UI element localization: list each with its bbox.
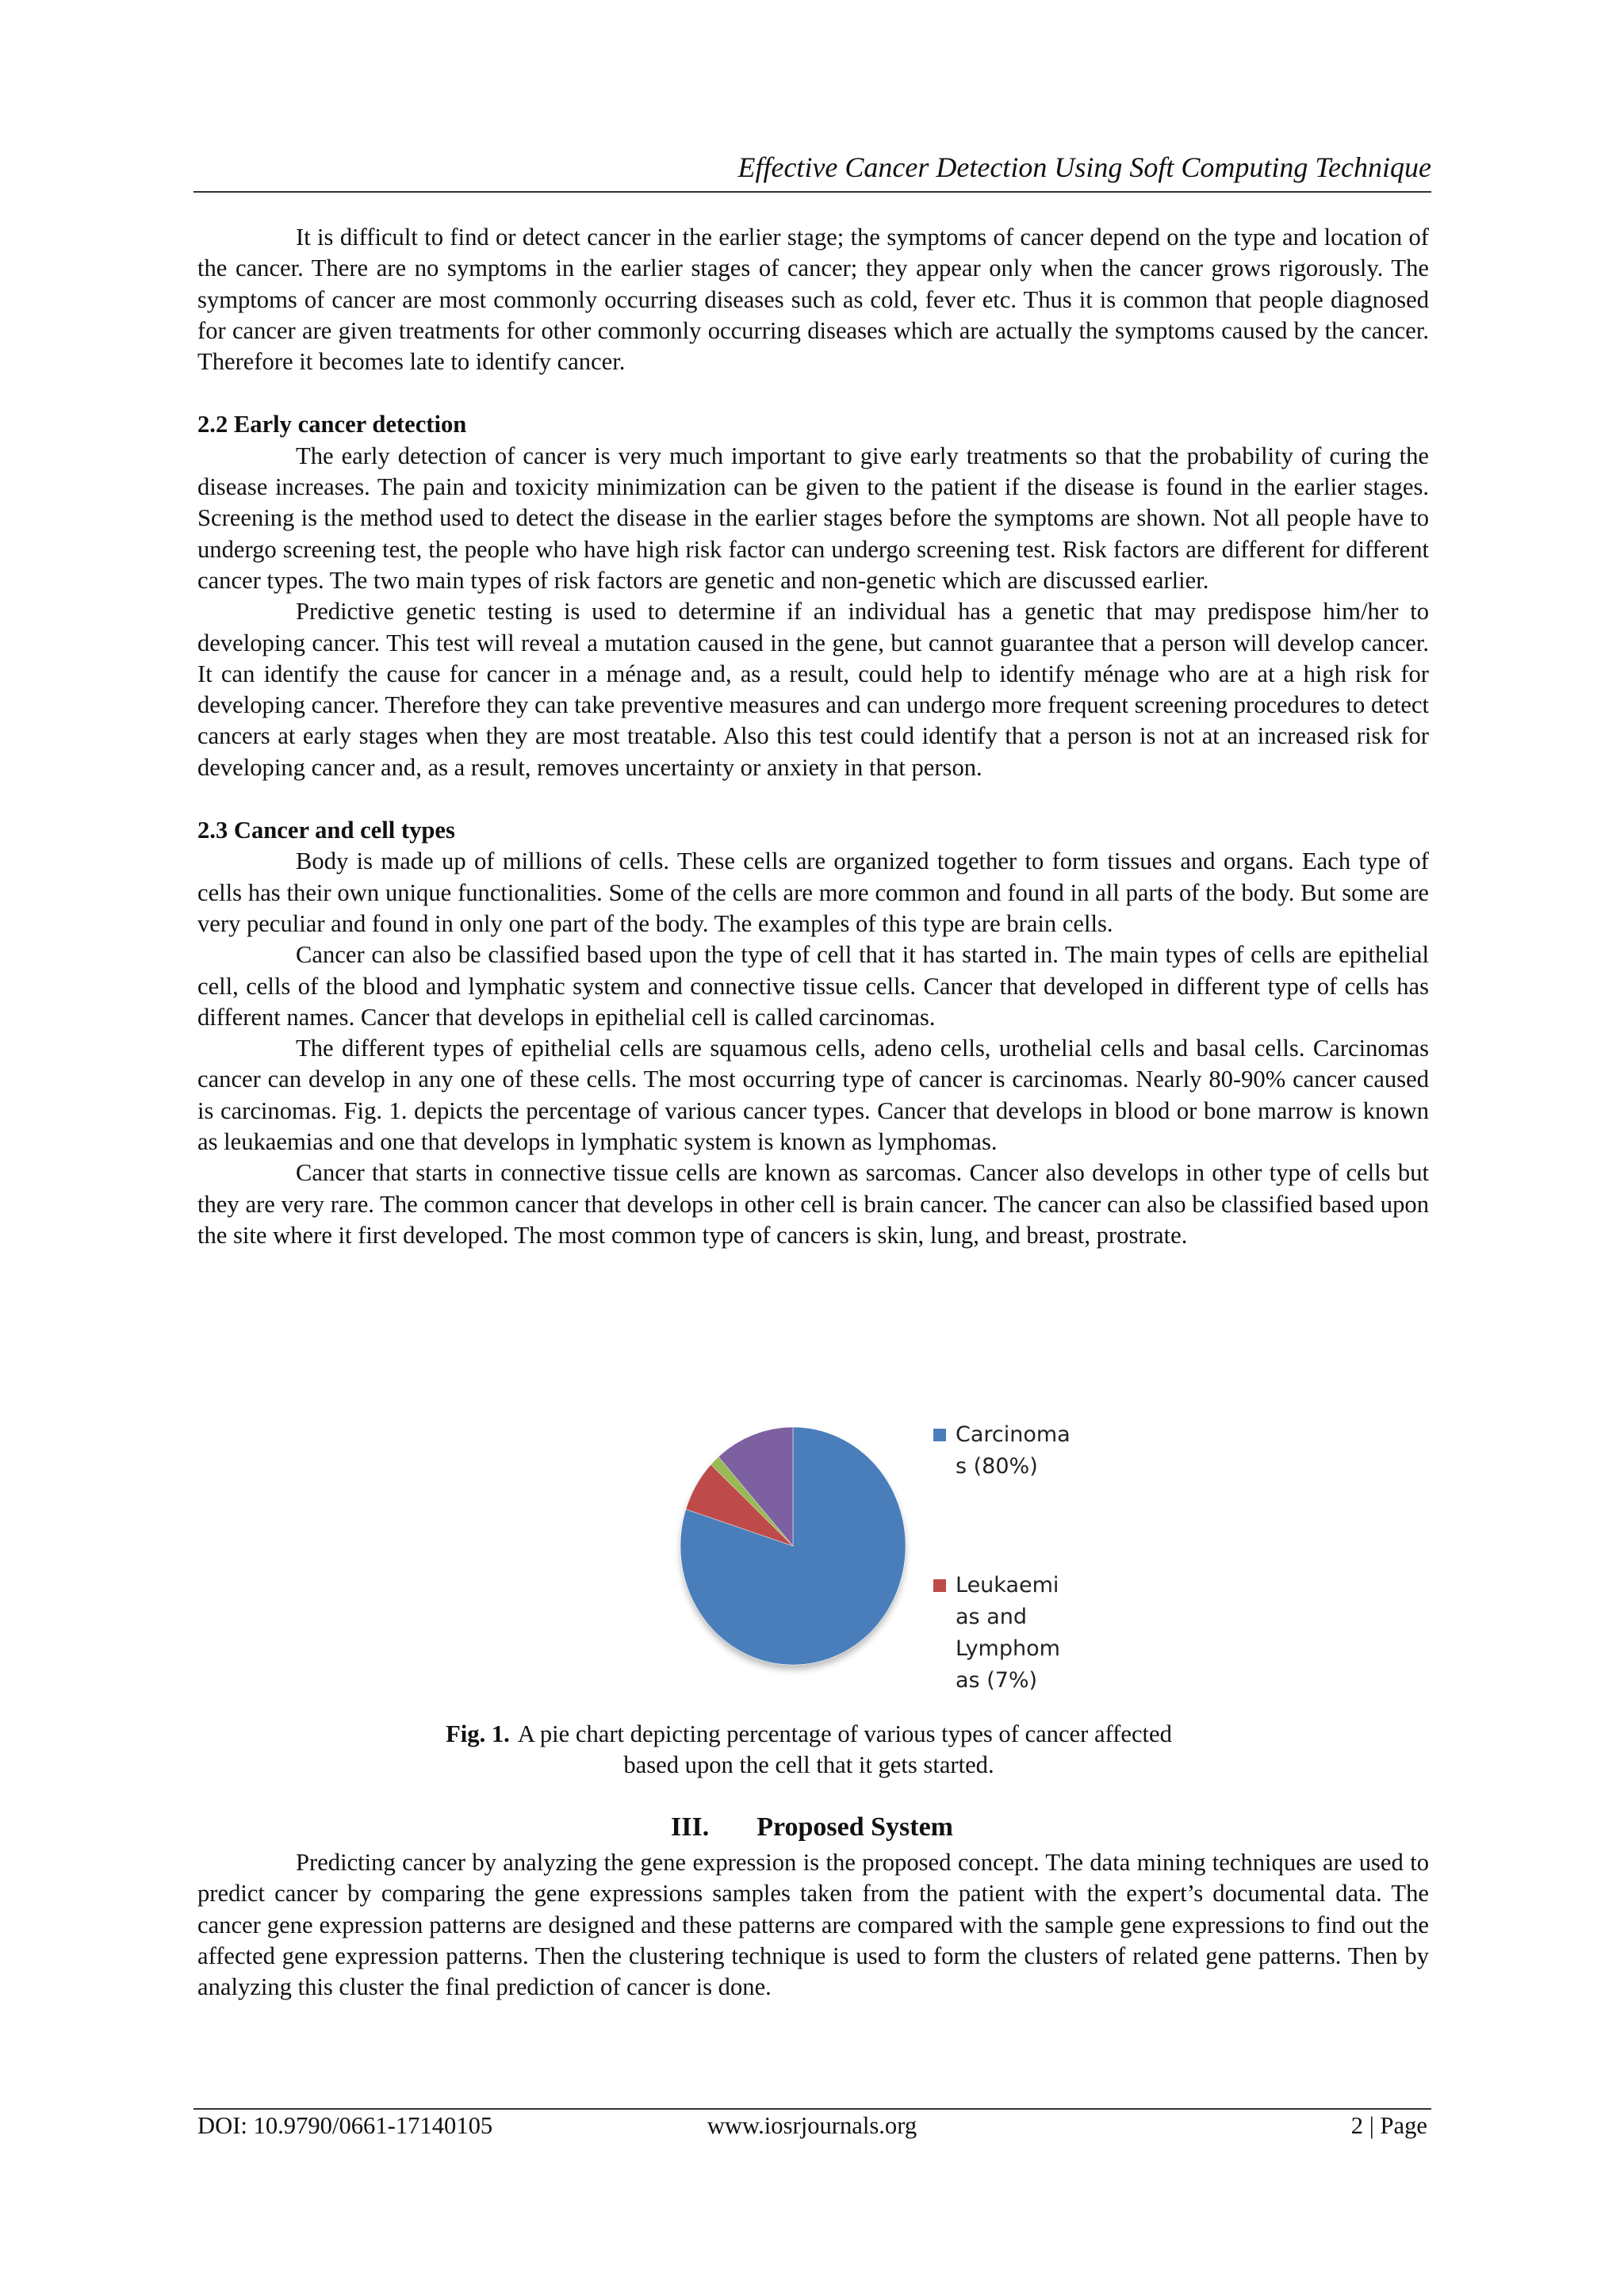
legend-swatch	[933, 1429, 946, 1441]
section-number: III.	[671, 1812, 710, 1842]
legend-label-line: s (80%)	[956, 1454, 1038, 1479]
pie-chart-figure	[658, 1419, 1102, 1705]
paragraph: Cancer can also be classified based upon the type of cell that it has started in. The main types of cells are epithelial cell, cells of the blood and lymphatic system and connective tissue cells. Cancer that developed in different type of cells has different names. Cancer that develops in epithelial cell is called carcinomas.	[197, 941, 1429, 1031]
legend-label-line: Leukaemi	[956, 1573, 1059, 1598]
pie-chart	[674, 1419, 944, 1681]
paragraph: The different types of epithelial cells are squamous cells, adeno cells, urothelial cells and basal cells. Carcinomas cancer can develop in any one of these cells. The most occurring type of cancer is carcinomas. Nearly 80-90% cancer caused is carcinomas. Fig. 1. depicts the percentage of various cancer types. Cancer that develops in blood or bone marrow is known as leukaemias and one that develops in lymphatic system is known as lymphomas.	[197, 1035, 1429, 1156]
paragraph: Body is made up of millions of cells. These cells are organized together to form tissues and organs. Each type of cells has their own unique functionalities. Some of the cells are more common and found in all parts of the body. But some are very peculiar and found in only one part of the body. The examples of this type are brain cells.	[197, 848, 1429, 937]
paragraph: Predictive genetic testing is used to determine if an individual has a genetic that may predispose him/her to developing cancer. This test will reveal a mutation caused in the gene, but cannot guarantee that a person will develop cancer. It can identify the cause for cancer in a ménage and, as a result, could help to identify ménage who are at a high risk for developing cancer. Therefore they can take preventive measures and can undergo more frequent screening procedures to detect cancers at early stages when they are most treatable. Also this test could identify that a person is not at an increased risk for developing cancer and, as a result, removes uncertainty or anxiety in that person.	[197, 598, 1429, 781]
paragraph: Predicting cancer by analyzing the gene expression is the proposed concept. The data mining techniques are used to predict cancer by comparing the gene expressions samples taken from the patient with the expert’s documental data. The cancer gene expression patterns are designed and these patterns are compared with the sample gene expressions to find out the affected gene expression patterns. Then the clustering technique is used to form the clusters of related gene patterns. Then by analyzing this cluster the final prediction of cancer is done.	[197, 1849, 1429, 2001]
intro-paragraph: It is difficult to find or detect cancer in the earlier stage; the symptoms of cancer depend on the type and location of the cancer. There are no symptoms in the earlier stages of cancer; they appear only when the cancer grows rigorously. The symptoms of cancer are most commonly occurring diseases such as cold, fever etc. Thus it is common that people diagnosed for cancer are given treatments for other commonly occurring diseases which are actually the symptoms caused by the cancer. Therefore it becomes late to identify cancer.	[197, 224, 1429, 376]
caption-line-1: A pie chart depicting percentage of various types of cancer affected	[517, 1720, 1172, 1747]
header-rule	[193, 191, 1431, 193]
footer-rule	[193, 2108, 1431, 2110]
legend-label-line: Lymphom	[956, 1636, 1060, 1661]
proposed-system-text	[197, 1847, 1429, 2003]
footer-page-number: 2 | Page	[1350, 2112, 1427, 2139]
paragraph: The early detection of cancer is very much important to give early treatments so that the probability of curing the disease increases. The pain and toxicity minimization can be given to the patient if the disease is found in the earlier stages. Screening is the method used to detect the disease in the earlier stages before the symptoms are shown. Not all people have to undergo screening test, the people who have high risk factor can undergo screening test. Risk factors are different for different cancer types. The two main types of risk factors are genetic and non-genetic which are discussed earlier.	[197, 442, 1429, 594]
legend-label-line: as and	[956, 1605, 1027, 1629]
legend-swatch	[933, 1579, 946, 1592]
section-title-proposed-system	[0, 1812, 1624, 1843]
legend-item-0	[956, 1419, 1106, 1483]
figure-label: Fig. 1.	[446, 1720, 510, 1747]
figure-caption	[262, 1719, 1356, 1781]
legend-label-line: Carcinoma	[956, 1422, 1071, 1447]
legend-label-line: as (7%)	[956, 1668, 1038, 1693]
section-heading-2-2: 2.2 Early cancer detection	[197, 411, 467, 438]
caption-line-2: based upon the cell that it gets started.	[623, 1751, 994, 1779]
running-header: Effective Cancer Detection Using Soft Computing Technique	[737, 151, 1431, 183]
footer-doi: DOI: 10.9790/0661-17140105	[197, 2112, 493, 2139]
body-text	[197, 222, 1429, 1251]
legend-item-1	[956, 1570, 1106, 1697]
footer-website: www.iosrjournals.org	[707, 2112, 917, 2139]
section-title-text: Proposed System	[756, 1812, 953, 1842]
paragraph: Cancer that starts in connective tissue cells are known as sarcomas. Cancer also develops in other type of cells but they are very rare. The common cancer that develops in other cell is brain cancer. The cancer can also be classified based upon the site where it first developed. The most common type of cancers is skin, lung, and breast, prostrate.	[197, 1159, 1429, 1249]
section-heading-2-3: 2.3 Cancer and cell types	[197, 817, 455, 844]
